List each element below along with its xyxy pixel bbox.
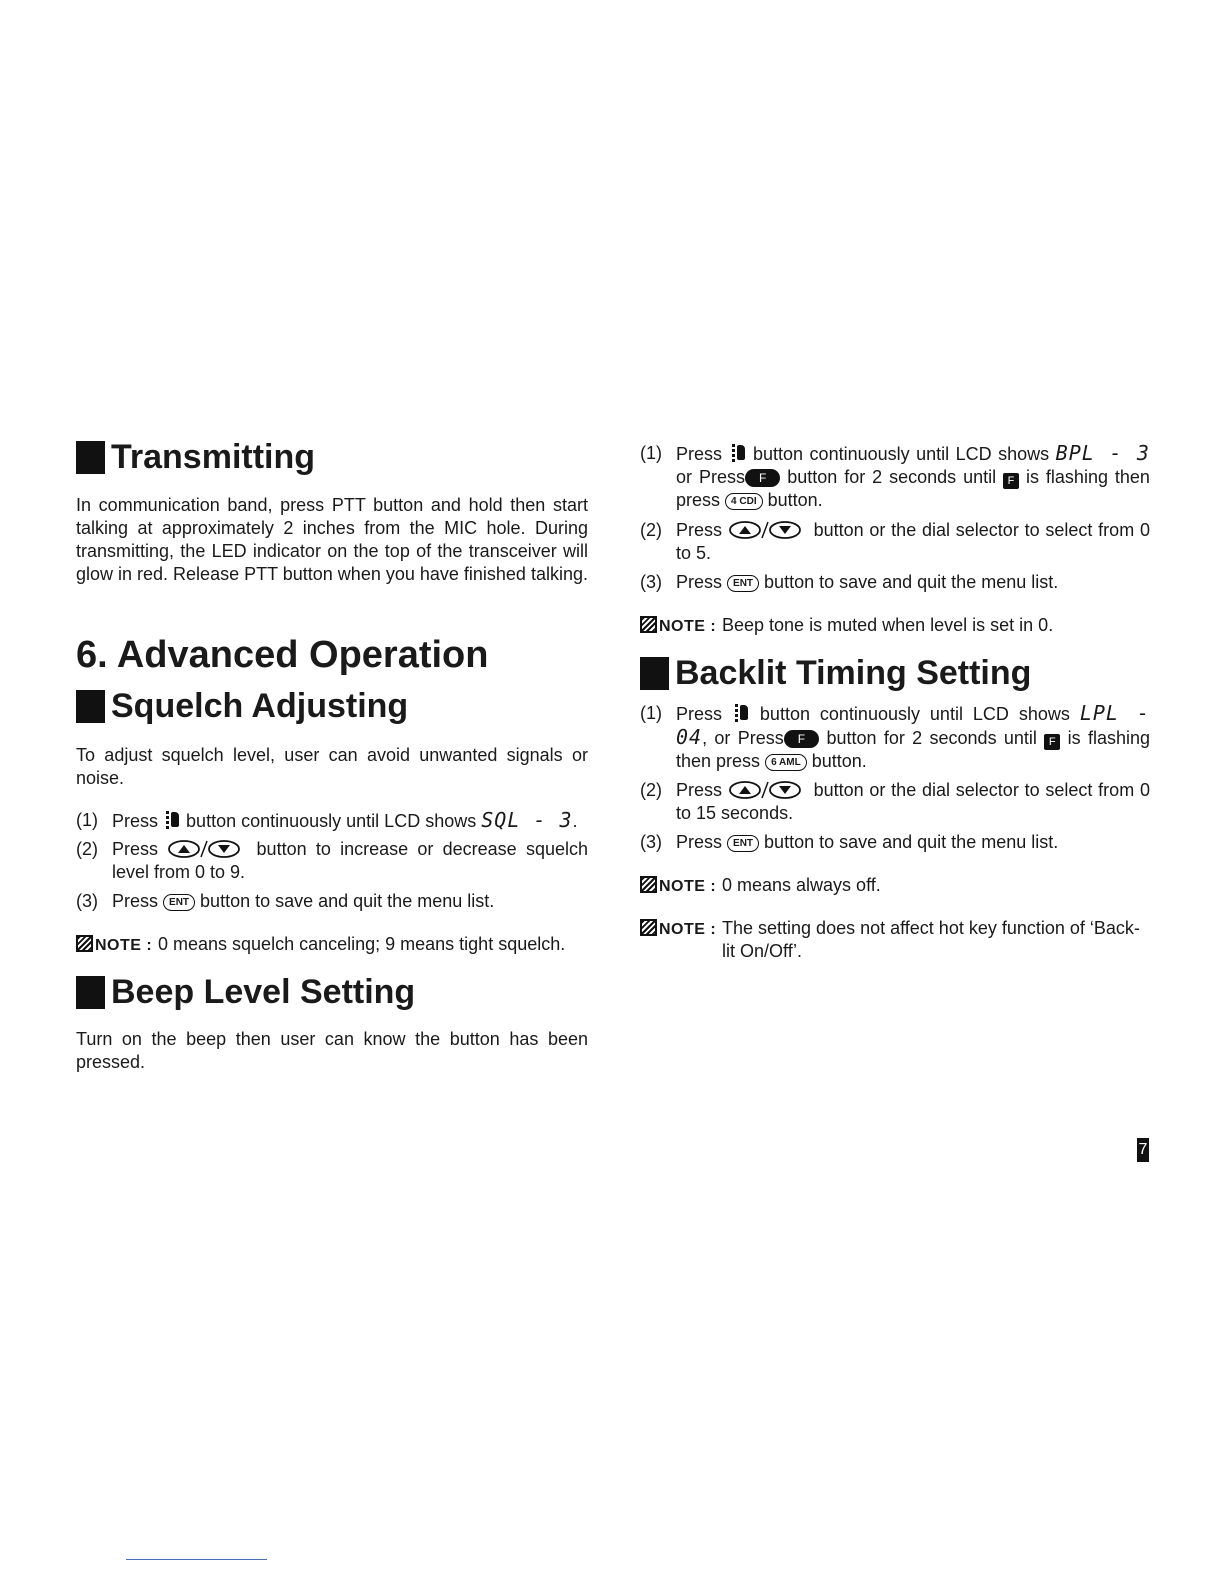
up-down-buttons-icon [167,839,247,859]
beep-body: Turn on the beep then user can know the button has been pressed. [76,1029,588,1072]
key-4-icon: 4 CDI [725,493,763,510]
f-button-icon: F [745,469,780,487]
backlit-note-2: NOTE : The setting does not affect hot key function of ‘Back-lit On/Off’. [640,917,1150,963]
squelch-intro: To adjust squelch level, user can avoid unwanted signals or noise. [76,745,588,788]
heading-square-bullet [76,976,105,1009]
backlit-note-1: NOTE : 0 means always off. [640,874,1150,897]
backlit-step-1: (1) Press button continuously until LCD shows LPL - 04, or Press F button for 2 seconds until F is flashing then press 6 AML button. [640,701,1150,771]
up-down-buttons-icon [728,520,808,540]
beep-step-3: (3) Press ENT button to save and quit the menu list. [640,572,1059,592]
heading-square-bullet [640,657,669,690]
note-icon [640,919,657,936]
ent-key-icon: ENT [727,835,759,852]
heading-transmitting: Transmitting [76,437,315,477]
up-down-buttons-icon [728,780,808,800]
lcd-readout: LPL - 04 [676,701,1150,749]
note-icon [640,616,657,633]
note-icon [76,935,93,952]
f-indicator-icon: F [1003,473,1019,489]
lcd-readout: SQL - 3 [481,808,573,832]
f-button-icon: F [784,730,819,748]
squelch-step-3: (3) Press ENT button to save and quit the menu list. [76,891,495,911]
heading-square-bullet [76,441,105,474]
heading-squelch: Squelch Adjusting [76,686,408,726]
key-6-icon: 6 AML [765,754,807,771]
beep-step-1: (1) Press button continuously until LCD shows BPL - 3 or Press F button for 2 seconds until F is flashing then press 4 CDI button. [640,441,1150,510]
backlit-step-3: (3) Press ENT button to save and quit the menu list. [640,832,1059,852]
squelch-step-1: (1) Press button continuously until LCD shows SQL - 3. [76,808,578,832]
page-number: 7 [1137,1138,1149,1162]
heading-square-bullet [76,690,105,723]
heading-backlit: Backlit Timing Setting [640,653,1031,693]
squelch-step-2: (2) Press button to increase or decrease squelch level from 0 to 9. [76,839,588,882]
key-lock-icon [732,443,744,463]
f-indicator-icon: F [1044,734,1060,750]
beep-step-2: (2) Press button or the dial selector to select from 0 to 5. [640,520,1150,563]
squelch-note: NOTE : 0 means squelch canceling; 9 means tight squelch. [76,933,588,956]
ent-key-icon: ENT [727,575,759,592]
key-lock-icon [166,810,178,830]
footer-rule [126,1559,267,1560]
backlit-step-2: (2) Press button or the dial selector to select from 0 to 15 seconds. [640,780,1150,823]
heading-beep: Beep Level Setting [76,972,415,1012]
transmitting-body: In communication band, press PTT button and hold then start talking at approximately 2 inches from the MIC hole. During transmitting, the LED indicator on the top of the transceiver will glow in red. Release PTT button when you have finished talking. [76,495,588,584]
chapter-title: 6. Advanced Operation [76,634,489,676]
beep-note: NOTE : Beep tone is muted when level is set in 0. [640,614,1152,637]
lcd-readout: BPL - 3 [1055,441,1150,465]
key-lock-icon [735,703,747,723]
note-icon [640,876,657,893]
ent-key-icon: ENT [163,894,195,911]
